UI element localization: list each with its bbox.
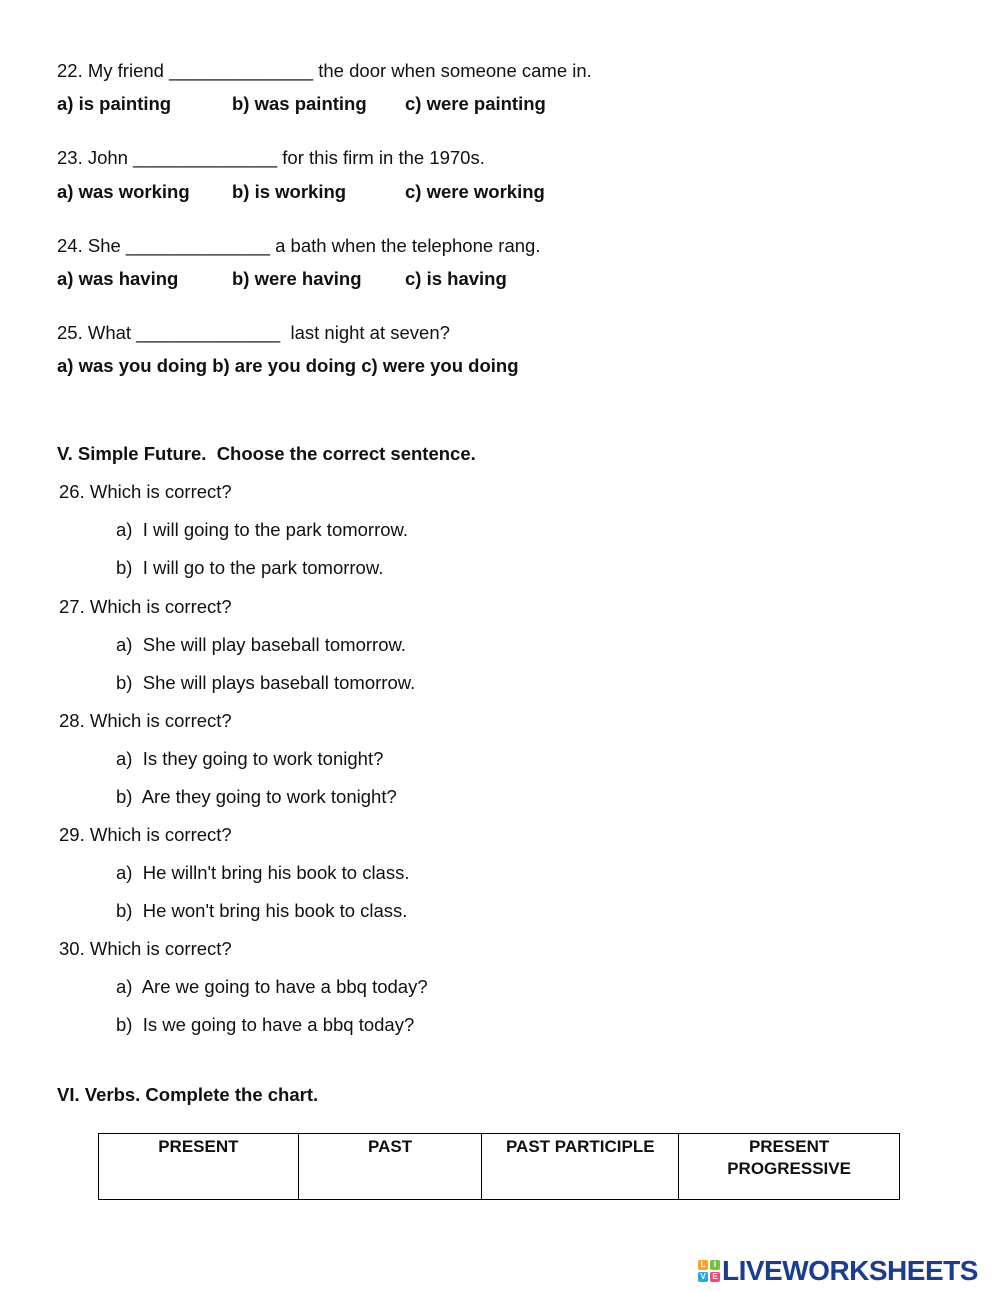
section-vi-title: VI. Verbs. Complete the chart. xyxy=(57,1084,319,1105)
q29-option-a[interactable]: a) He willn't bring his book to class. xyxy=(116,862,410,883)
q27-option-a[interactable]: a) She will play baseball tomorrow. xyxy=(116,634,406,655)
verb-chart xyxy=(98,1133,900,1200)
question-23: 23. John ______________ for this firm in the 1970s. xyxy=(57,147,485,168)
question-22: 22. My friend ______________ the door when someone came in. xyxy=(57,60,592,81)
logo-text: LIVEWORKSHEETS xyxy=(722,1255,978,1286)
q26-option-a[interactable]: a) I will going to the park tomorrow. xyxy=(116,519,409,540)
chart-header-present-progressive: PRESENT PROGRESSIVE xyxy=(679,1134,900,1200)
q28-option-a[interactable]: a) Is they going to work tonight? xyxy=(116,748,384,769)
q24-option-a[interactable]: a) was having xyxy=(57,268,179,289)
section-v-title: V. Simple Future. Choose the correct sentence. xyxy=(57,443,476,464)
question-24: 24. She ______________ a bath when the telephone rang. xyxy=(57,235,541,256)
q22-option-b[interactable]: b) was painting xyxy=(232,93,367,114)
q30-option-a[interactable]: a) Are we going to have a bbq today? xyxy=(116,976,428,997)
q22-option-c[interactable]: c) were painting xyxy=(405,93,546,114)
question-25: 25. What ______________ last night at seven? xyxy=(57,322,450,343)
chart-header-present: PRESENT xyxy=(99,1134,299,1200)
logo-mark-icon: L I V E xyxy=(698,1260,720,1282)
q24-option-c[interactable]: c) is having xyxy=(405,268,507,289)
q26-option-b[interactable]: b) I will go to the park tomorrow. xyxy=(116,557,384,578)
question-30: 30. Which is correct? xyxy=(59,938,232,959)
q27-option-b[interactable]: b) She will plays baseball tomorrow. xyxy=(116,672,416,693)
chart-header-past: PAST xyxy=(298,1134,482,1200)
question-27: 27. Which is correct? xyxy=(59,596,232,617)
question-29: 29. Which is correct? xyxy=(59,824,232,845)
q23-option-a[interactable]: a) was working xyxy=(57,181,190,202)
q25-options[interactable]: a) was you doing b) are you doing c) were you doing xyxy=(57,355,519,376)
q22-option-a[interactable]: a) is painting xyxy=(57,93,172,114)
q23-option-c[interactable]: c) were working xyxy=(405,181,545,202)
q28-option-b[interactable]: b) Are they going to work tonight? xyxy=(116,786,397,807)
q23-option-b[interactable]: b) is working xyxy=(232,181,347,202)
question-28: 28. Which is correct? xyxy=(59,710,232,731)
chart-header-past-participle: PAST PARTICIPLE xyxy=(482,1134,679,1200)
question-26: 26. Which is correct? xyxy=(59,481,232,502)
q30-option-b[interactable]: b) Is we going to have a bbq today? xyxy=(116,1014,415,1035)
q29-option-b[interactable]: b) He won't bring his book to class. xyxy=(116,900,408,921)
liveworksheets-logo[interactable] xyxy=(698,1256,978,1286)
q24-option-b[interactable]: b) were having xyxy=(232,268,362,289)
